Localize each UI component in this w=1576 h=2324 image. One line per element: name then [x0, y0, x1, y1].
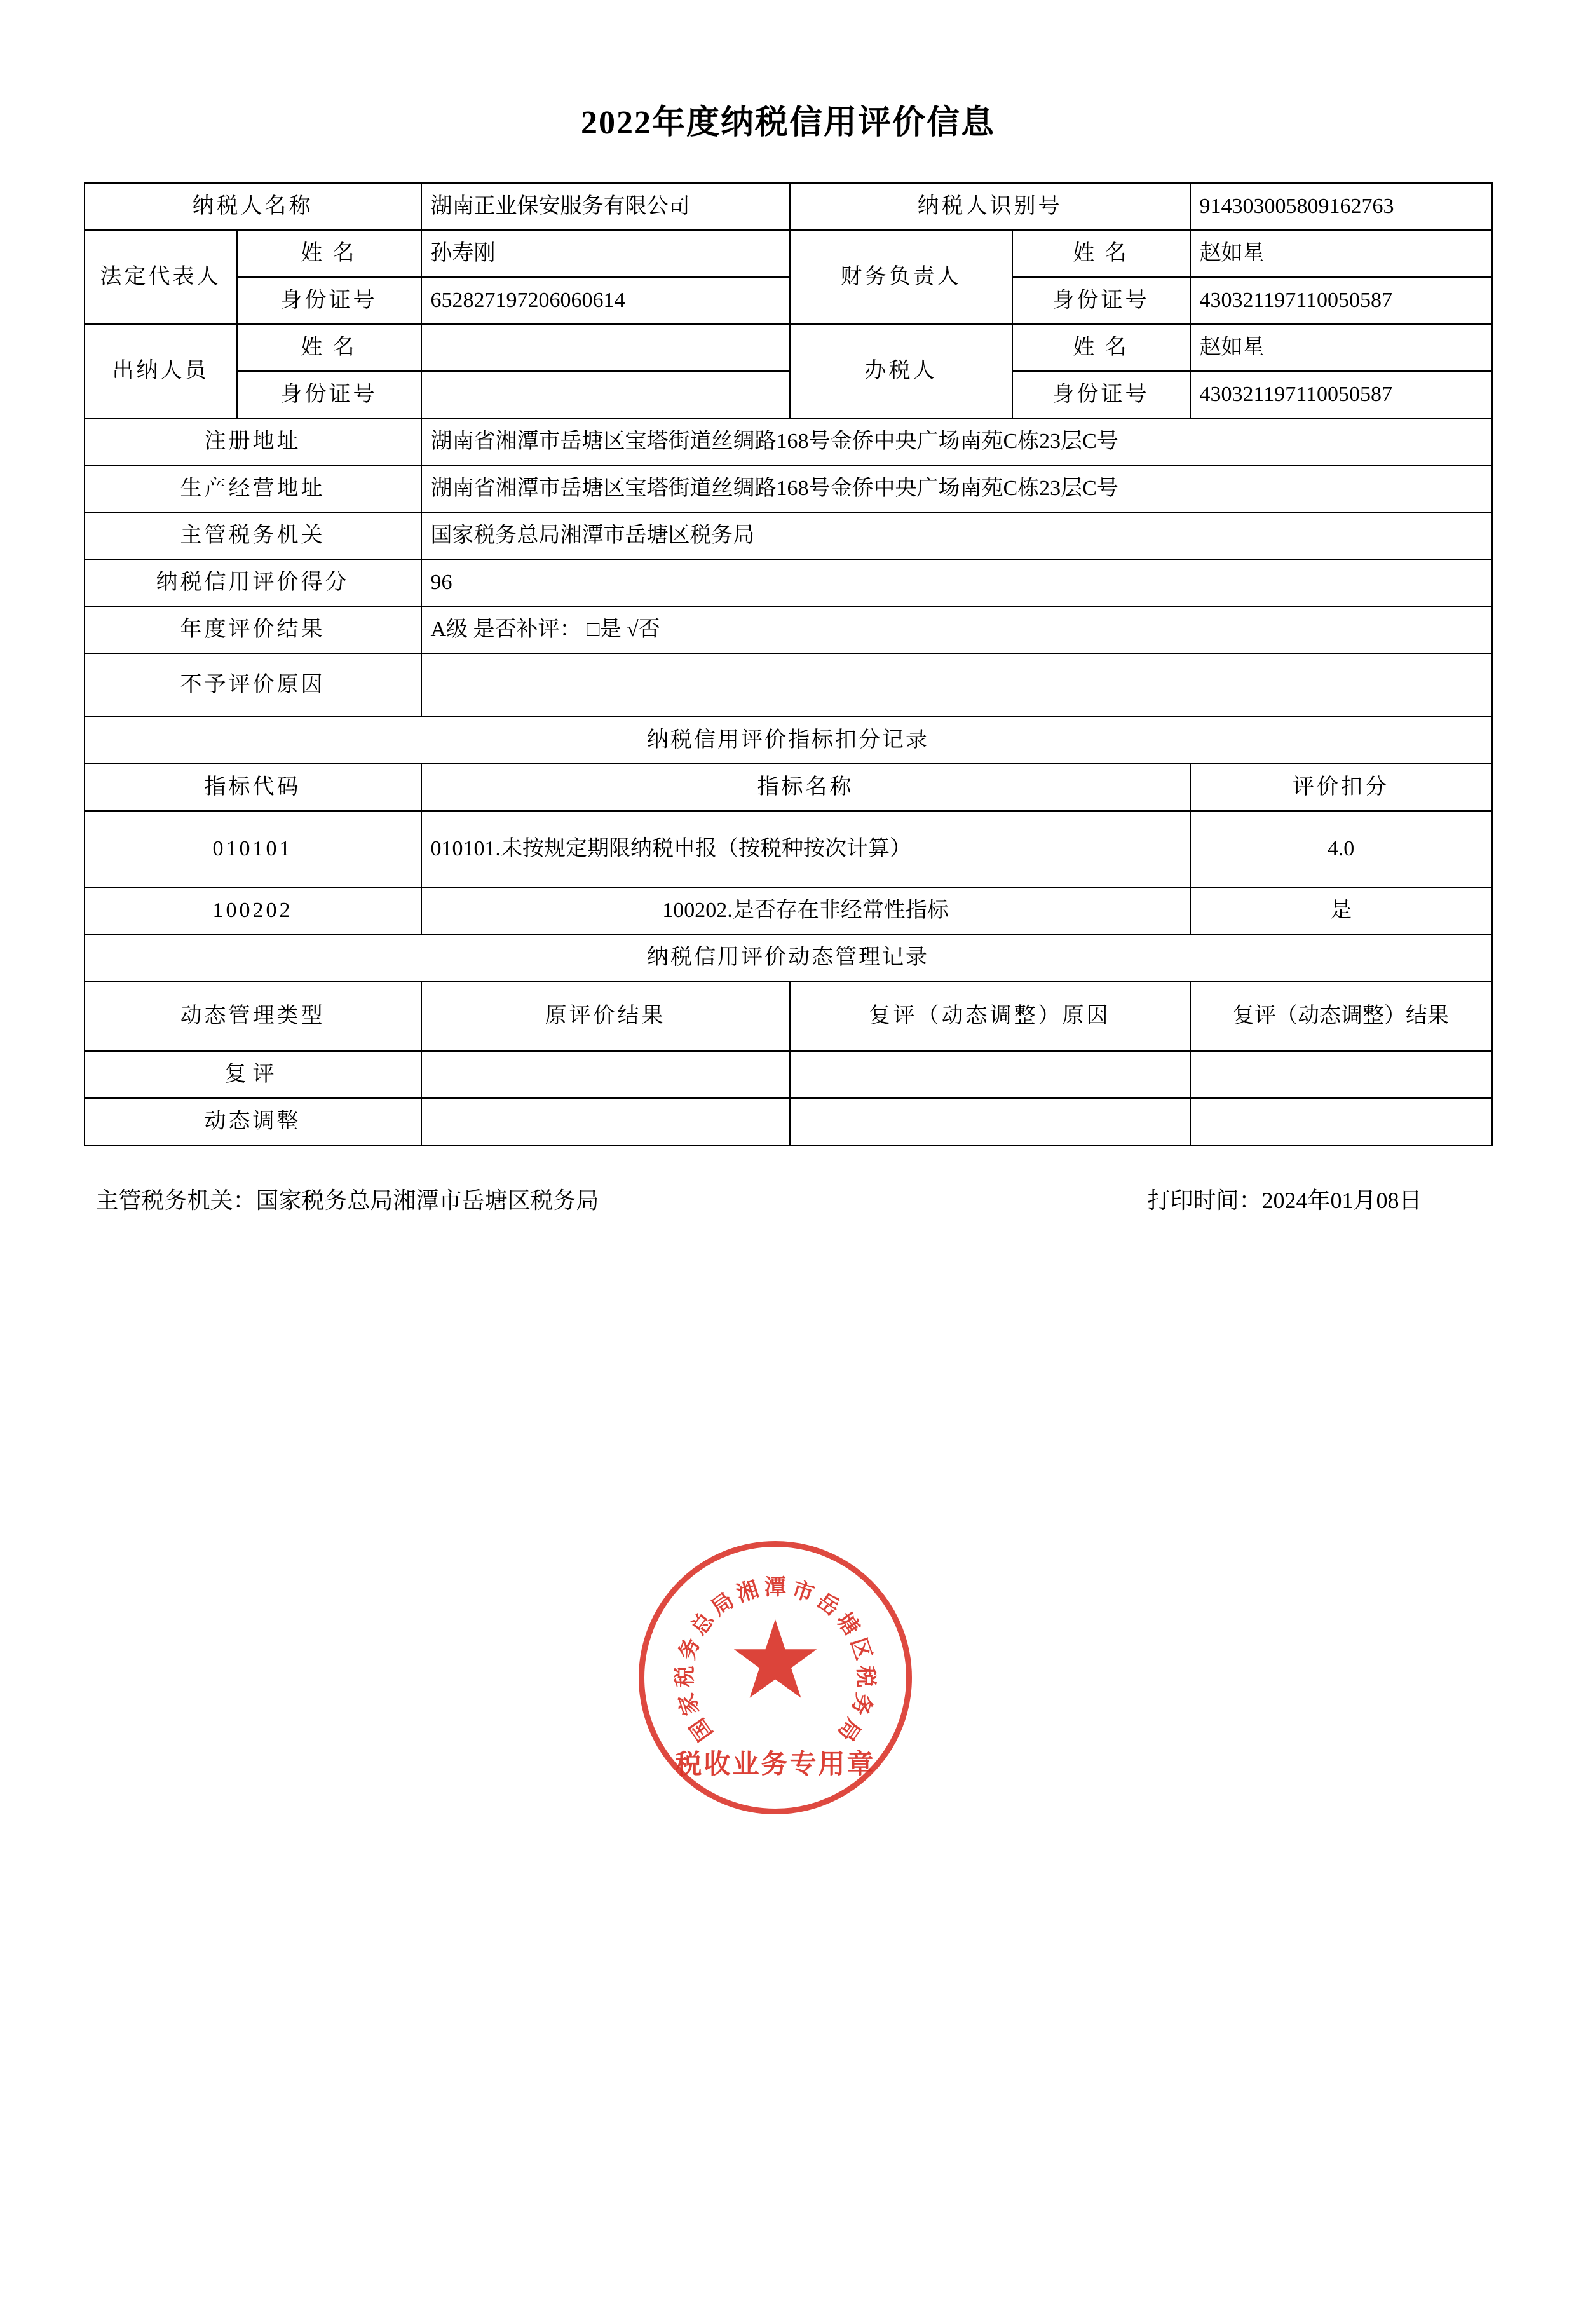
- deduction-row-code: 100202: [85, 887, 421, 934]
- official-seal: [639, 1541, 912, 1814]
- deduction-row-name: 010101.未按规定期限纳税申报（按税种按次计算）: [421, 811, 1190, 887]
- footer: [85, 1183, 1492, 1215]
- no-eval-reason-value: [421, 653, 1492, 717]
- dynamic-row-type: 复评: [85, 1051, 421, 1098]
- registered-address-value: 湖南省湘潭市岳塘区宝塔街道丝绸路168号金侨中央广场南苑C栋23层C号: [421, 418, 1492, 465]
- document-page: [0, 95, 1576, 2324]
- table-row: [85, 183, 1492, 230]
- legal-rep-idcard-label: 身份证号: [237, 277, 421, 324]
- taxpayer-id-label: 纳税人识别号: [790, 183, 1190, 230]
- dynamic-row-result: [1190, 1051, 1492, 1098]
- dynamic-row-reason: [790, 1051, 1190, 1098]
- deduction-col-score: 评价扣分: [1190, 764, 1492, 811]
- dynamic-row-reason: [790, 1098, 1190, 1145]
- seal-ring: [639, 1541, 912, 1814]
- table-row: [85, 1098, 1492, 1145]
- cashier-label: 出纳人员: [85, 324, 237, 418]
- tax-handler-name-value: 赵如星: [1190, 324, 1492, 371]
- dynamic-section-title: 纳税信用评价动态管理记录: [85, 934, 1492, 981]
- table-row: [85, 764, 1492, 811]
- dynamic-row-result: [1190, 1098, 1492, 1145]
- table-row: [85, 512, 1492, 559]
- taxpayer-id-value: 914303005809162763: [1190, 183, 1492, 230]
- taxpayer-name-value: 湖南正业保安服务有限公司: [421, 183, 790, 230]
- footer-authority: 主管税务机关：国家税务总局湘潭市岳塘区税务局: [95, 1188, 599, 1213]
- table-row: [85, 324, 1492, 371]
- legal-rep-name-label: 姓 名: [237, 230, 421, 277]
- table-row: [85, 606, 1492, 653]
- score-value: 96: [421, 559, 1492, 606]
- tax-handler-label: 办税人: [790, 324, 1012, 418]
- table-row: [85, 717, 1492, 764]
- no-eval-reason-label: 不予评价原因: [85, 653, 421, 717]
- dynamic-col-original: 原评价结果: [421, 981, 790, 1051]
- deduction-row-score: 4.0: [1190, 811, 1492, 887]
- deduction-row-name: 100202.是否存在非经常性指标: [421, 887, 1190, 934]
- registered-address-label: 注册地址: [85, 418, 421, 465]
- deduction-row-code: 010101: [85, 811, 421, 887]
- taxpayer-name-label: 纳税人名称: [85, 183, 421, 230]
- dynamic-col-result: 复评（动态调整）结果: [1190, 981, 1492, 1051]
- table-row: [85, 230, 1492, 277]
- finance-head-name-value: 赵如星: [1190, 230, 1492, 277]
- table-row: [85, 465, 1492, 512]
- finance-head-name-label: 姓 名: [1012, 230, 1190, 277]
- table-row: [85, 559, 1492, 606]
- cashier-name-value: [421, 324, 790, 371]
- table-row: [85, 653, 1492, 717]
- tax-handler-idcard-label: 身份证号: [1012, 371, 1190, 418]
- table-row: [85, 887, 1492, 934]
- deduction-col-code: 指标代码: [85, 764, 421, 811]
- tax-handler-name-label: 姓 名: [1012, 324, 1190, 371]
- table-row: [85, 277, 1492, 324]
- business-address-value: 湖南省湘潭市岳塘区宝塔街道丝绸路168号金侨中央广场南苑C栋23层C号: [421, 465, 1492, 512]
- table-row: [85, 981, 1492, 1051]
- tax-handler-idcard-value: 430321197110050587: [1190, 371, 1492, 418]
- deduction-row-score: 是: [1190, 887, 1492, 934]
- dynamic-row-original: [421, 1051, 790, 1098]
- cashier-idcard-value: [421, 371, 790, 418]
- finance-head-idcard-label: 身份证号: [1012, 277, 1190, 324]
- table-row: [85, 418, 1492, 465]
- legal-rep-name-value: 孙寿刚: [421, 230, 790, 277]
- deduction-section-title: 纳税信用评价指标扣分记录: [85, 717, 1492, 764]
- annual-result-value: A级 是否补评： □是 √否: [421, 606, 1492, 653]
- dynamic-row-original: [421, 1098, 790, 1145]
- seal-arc-text: 国 家 税 务 总 局 湘 潭 市 岳 塘 区 税 务 局: [673, 1576, 878, 1745]
- score-label: 纳税信用评价得分: [85, 559, 421, 606]
- dynamic-row-type: 动态调整: [85, 1098, 421, 1145]
- authority-label: 主管税务机关: [85, 512, 421, 559]
- seal-bottom-text: 税收业务专用章: [675, 1750, 876, 1779]
- cashier-idcard-label: 身份证号: [237, 371, 421, 418]
- finance-head-label: 财务负责人: [790, 230, 1012, 324]
- table-row: [85, 811, 1492, 887]
- finance-head-idcard-value: 430321197110050587: [1190, 277, 1492, 324]
- cashier-name-label: 姓 名: [237, 324, 421, 371]
- deduction-col-name: 指标名称: [421, 764, 1190, 811]
- dynamic-col-reason: 复评（动态调整）原因: [790, 981, 1190, 1051]
- dynamic-col-type: 动态管理类型: [85, 981, 421, 1051]
- table-row: [85, 371, 1492, 418]
- page-title: 2022年度纳税信用评价信息: [580, 105, 995, 141]
- legal-rep-idcard-value: 652827197206060614: [421, 277, 790, 324]
- table-row: [85, 1051, 1492, 1098]
- tax-credit-table: [84, 182, 1493, 1146]
- authority-value: 国家税务总局湘潭市岳塘区税务局: [421, 512, 1492, 559]
- footer-print-time: 打印时间：2024年01月08日: [1147, 1188, 1422, 1213]
- annual-result-label: 年度评价结果: [85, 606, 421, 653]
- legal-rep-label: 法定代表人: [85, 230, 237, 324]
- business-address-label: 生产经营地址: [85, 465, 421, 512]
- star-icon: ★: [726, 1601, 824, 1722]
- table-row: [85, 934, 1492, 981]
